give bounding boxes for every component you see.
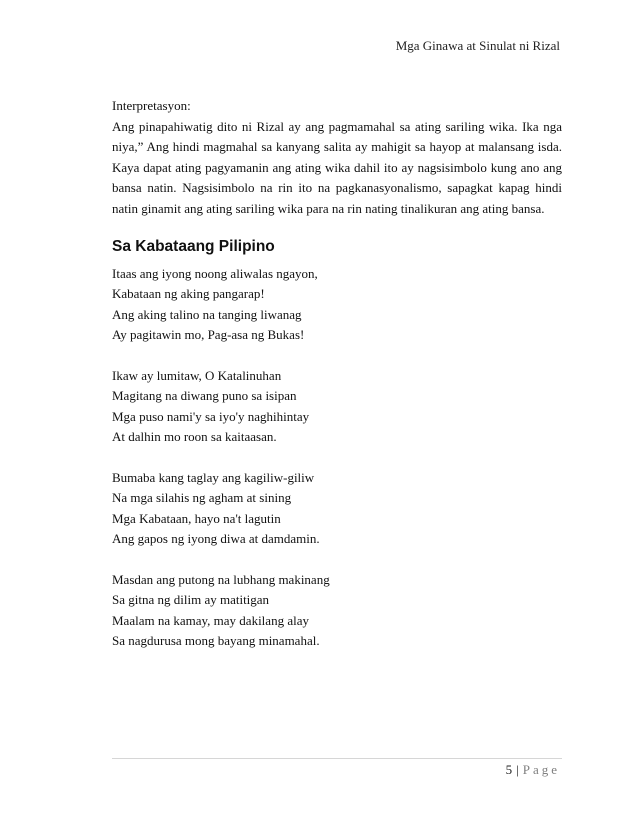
poem-line: Ang aking talino na tanging liwanag (112, 306, 302, 322)
page-header: Mga Ginawa at Sinulat ni Rizal (395, 38, 560, 53)
page-footer (506, 762, 560, 778)
poem-line: Ang gapos ng iyong diwa at damdamin. (112, 531, 320, 546)
poem-line: Masdan ang putong na lubhang makinang (112, 571, 330, 587)
poem-stanza-1 (112, 264, 562, 346)
poem-line: Bumaba kang taglay ang kagiliw-giliw (112, 469, 315, 485)
poem-stanza-2 (112, 366, 562, 448)
poem-line: Maalam na kamay, may dakilang alay (112, 612, 309, 628)
poem-title: Sa Kabataang Pilipino (112, 238, 275, 255)
poem-line: Kabataan ng aking pangarap! (112, 286, 265, 301)
interpretation-paragraph: Ang pinapahiwatig dito ni Rizal ay ang pagmamahal sa ating sariling wika. Ika nga niya,” Ang hindi magmahal sa kanyang salita ay mahigit sa hayop at malansang isda. Kaya dapat ating pagyamanin ang ating wika dahil ito ay nagsisimbolo kung ano ang bansa natin. Nagsisimbolo na rin ito na pagkanasyonalismo, sapagkat kapag hindi natin ginamit ang ating sariling wika para na rin nating tinalikuran ang ating bansa. (112, 118, 562, 216)
page-number: 5 (505, 762, 513, 777)
poem-line: Ay pagitawin mo, Pag-asa ng Bukas! (112, 327, 305, 342)
poem-line: Sa gitna ng dilim ay matitigan (112, 592, 270, 607)
poem-line: Sa nagdurusa mong bayang minamahal. (112, 633, 320, 648)
poem-stanza-3 (112, 468, 562, 550)
page-label: Page (522, 762, 560, 777)
poem-line: Mga puso nami'y sa iyo'y naghihintay (112, 408, 310, 424)
footer-separator: | (516, 762, 519, 777)
poem-line: Ikaw ay lumitaw, O Katalinuhan (112, 367, 282, 383)
interpretation-label: Interpretasyon: (112, 98, 191, 113)
poem-stanza-4 (112, 570, 562, 652)
document-body (112, 96, 562, 672)
poem-line: Na mga silahis ng agham at sining (112, 490, 292, 505)
poem-line: Magitang na diwang puno sa isipan (112, 388, 297, 403)
poem-line: Mga Kabataan, hayo na't lagutin (112, 510, 281, 526)
poem-line: At dalhin mo roon sa kaitaasan. (112, 429, 277, 444)
poem-line: Itaas ang iyong noong aliwalas ngayon, (112, 265, 318, 281)
footer-divider (112, 758, 562, 759)
